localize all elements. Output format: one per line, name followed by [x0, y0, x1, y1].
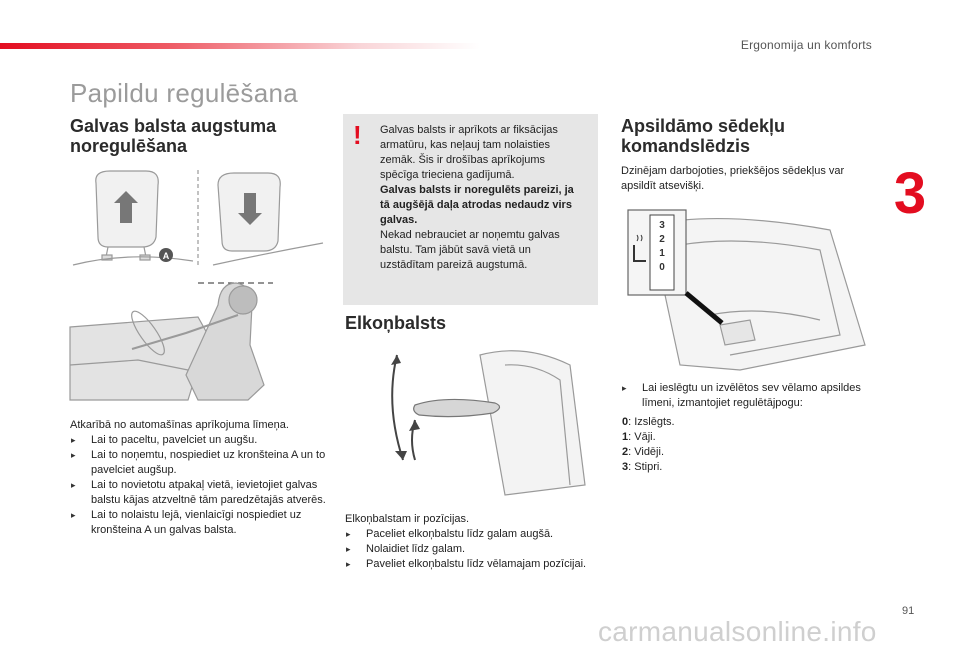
heat-level-key: 3 [622, 461, 629, 473]
heat-level-item [622, 445, 675, 460]
heated-seats-heading-line2: komandslēdzis [621, 136, 751, 156]
warning-box [343, 114, 598, 305]
heat-level-key: 2 [622, 446, 629, 458]
heated-seats-intro: Dzinējam darbojoties, priekšējos sēdekļus var apsildīt atsevišķi. [621, 165, 845, 192]
armrest-steps [345, 527, 595, 572]
dial-mark: 0 [659, 262, 665, 273]
warning-text-bold: Galvas balsts ir noregulēts pareizi, ja tā augšējā daļa atrodas nedaudz virs galvas. [380, 184, 574, 226]
headrest-heading [70, 116, 276, 156]
armrest-step: ▸ Paceliet elkoņbalstu līdz galam augšā. [345, 527, 595, 542]
chapter-number: 3 [893, 161, 927, 226]
heat-level-item [622, 430, 675, 445]
armrest-step: ▸ Nolaidiet līdz galam. [345, 542, 595, 557]
warning-text-1: Galvas balsts ir aprīkots ar fiksācijas armatūru, kas neļauj tam nolaisties zemāk. Šis ir drošības aprīkojums spēcīga trieciena gadījumā. [380, 124, 558, 181]
headrest-step: ▸ Lai to nolaistu lejā, vienlaicīgi nospiediet uz kronšteina A un galvas balsta. [70, 508, 330, 538]
heat-level-key: 1 [622, 431, 629, 443]
page-title: Papildu regulēšana [70, 78, 299, 108]
warning-icon: ! [353, 120, 362, 150]
heated-seats-heading-line1: Apsildāmo sēdekļu [621, 116, 786, 136]
armrest-intro: Elkoņbalstam ir pozīcijas. [345, 513, 470, 525]
watermark: carmanualsonline.info [598, 616, 877, 647]
armrest-heading: Elkoņbalsts [345, 313, 447, 333]
headrest-heading-line1: Galvas balsta augstuma [70, 116, 277, 136]
heat-level-label: : Vāji. [628, 431, 656, 443]
headrest-step: ▸ Lai to novietotu atpakaļ vietā, ievietojiet galvas balstu kājas atzveltnē tām paredzētajās atverēs. [70, 478, 330, 508]
dial-mark: 2 [659, 234, 665, 245]
heated-seats-steps [621, 381, 871, 411]
headrest-step: ▸ Lai to paceltu, pavelciet un augšu. [70, 433, 330, 448]
headrest-intro: Atkarībā no automašīnas aprīkojuma līmeņa. [70, 419, 289, 431]
section-header: Ergonomija un komforts [740, 38, 872, 52]
headrest-step: ▸ Lai to noņemtu, nospiediet uz kronšteina A un to pavelciet augšup. [70, 448, 330, 478]
dial-mark: 3 [659, 220, 665, 231]
heat-level-legend [622, 415, 675, 475]
heat-level-label: : Vidēji. [628, 446, 664, 458]
headrest-heading-line2: noregulēšana [70, 136, 188, 156]
heat-level-key: 0 [622, 416, 629, 428]
heated-seats-heading [621, 116, 785, 156]
heat-level-item [622, 460, 675, 475]
dial-mark: 1 [659, 248, 665, 259]
warning-text-2: Nekad nebrauciet ar noņemtu galvas balstu. Tam jābūt savā vietā un uzstādītam pareizā augstumā. [380, 229, 560, 271]
heat-level-item [622, 415, 675, 430]
heated-seat-illustration [620, 205, 875, 375]
heat-level-label: : Stipri. [628, 461, 663, 473]
heated-seats-step: ▸ Lai ieslēgtu un izvēlētos sev vēlamo apsildes līmeni, izmantojiet regulētājpogu: [621, 381, 871, 411]
warning-text [380, 123, 586, 273]
heat-level-label: : Izslēgts. [628, 416, 675, 428]
armrest-step: ▸ Paveliet elkoņbalstu līdz vēlamajam pozīcijai. [345, 557, 595, 572]
headrest-illustration [68, 165, 338, 405]
armrest-illustration [385, 335, 595, 500]
page-number: 91 [902, 605, 915, 617]
headrest-steps [70, 433, 330, 538]
header-accent-bar [0, 43, 480, 49]
bracket-a-label: A [162, 251, 170, 261]
